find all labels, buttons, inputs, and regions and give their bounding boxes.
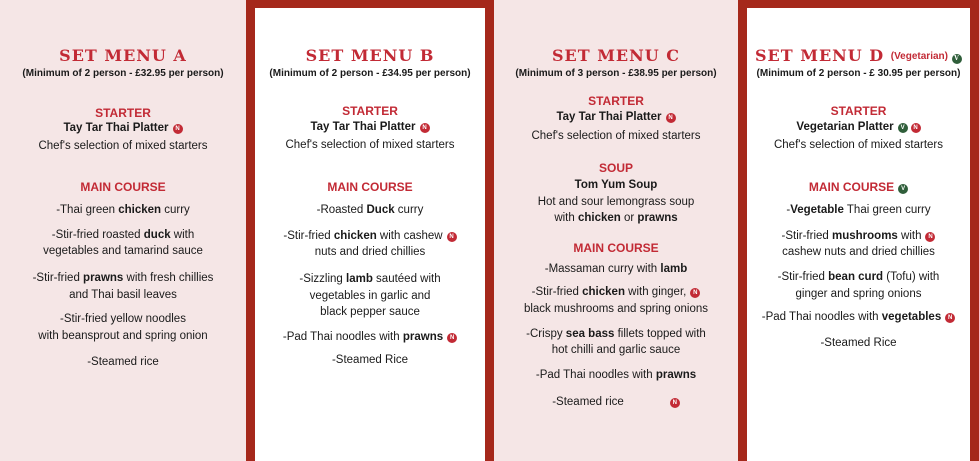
menu-title: SET MENU A [59, 46, 187, 65]
menu-line: -Steamed rice [87, 356, 159, 368]
main-course-heading: MAIN COURSE [327, 180, 413, 194]
starter-heading: STARTER [588, 94, 644, 108]
nuts-icon: N [911, 123, 921, 133]
menu-title: SET MENU B [305, 46, 435, 65]
menu-title: SET MENU C [551, 46, 680, 65]
soup-desc: Hot and sour lemongrass soup [537, 196, 695, 208]
menu-line: with beansprout and spring onion [38, 330, 208, 342]
menu-panel [747, 8, 970, 461]
menu-line: -Stir-fried prawns with fresh chillies [32, 272, 214, 284]
starter-heading: STARTER [342, 104, 398, 118]
nuts-icon: N [666, 113, 676, 123]
menu-line: black mushrooms and spring onions [523, 303, 709, 315]
starter-heading: STARTER [95, 106, 151, 120]
nuts-icon: N [447, 333, 457, 343]
nuts-icon: N [173, 124, 183, 134]
menu-line: -Pad Thai noodles with prawns N [255, 329, 485, 346]
soup-desc: with chicken or prawns [554, 212, 678, 224]
nuts-icon: N [925, 232, 935, 242]
starter-item: Vegetarian Platter V N [747, 119, 970, 136]
menu-line: -Massaman curry with lamb [544, 263, 688, 275]
starter-desc: Chef's selection of mixed starters [285, 139, 455, 151]
menu-line: vegetables and tamarind sauce [43, 245, 203, 257]
menu-line: -Stir-fried yellow noodles [60, 313, 186, 325]
nuts-icon: N [447, 232, 457, 242]
menu-line: nuts and dried chillies [314, 246, 426, 258]
menu-line: black pepper sauce [320, 306, 420, 318]
vegetarian-icon: V [898, 123, 908, 133]
menu-line: -Vegetable Thai green curry [786, 204, 931, 216]
menu-line: -Steamed rice N [494, 394, 738, 411]
menu-line: -Pad Thai noodles with prawns [535, 369, 697, 381]
menu-title: SET MENU D (Vegetarian) V [747, 46, 970, 65]
menu-line: vegetables in garlic and [309, 290, 431, 302]
set-menu-a [0, 0, 246, 461]
menu-line: -Sizzling lamb sautéed with [299, 273, 441, 285]
vegetarian-tag: (Vegetarian) [890, 51, 948, 62]
vegetarian-icon: V [898, 184, 908, 194]
menu-line: -Stir-fried roasted duck with [51, 229, 195, 241]
menu-line: cashew nuts and dried chillies [782, 246, 935, 258]
nuts-icon: N [690, 288, 700, 298]
soup-heading: SOUP [598, 161, 633, 175]
main-course-heading: MAIN COURSE [573, 241, 659, 255]
menu-line: -Stir-fried chicken with cashew N [255, 228, 485, 245]
set-menu-b [246, 0, 494, 461]
starter-item: Tay Tar Thai Platter N [494, 109, 738, 126]
main-course-heading: MAIN COURSE [80, 180, 166, 194]
menu-panel [255, 8, 485, 461]
menu-line: -Roasted Duck curry [316, 204, 424, 216]
menu-line: -Steamed Rice [331, 354, 409, 366]
menu-line: -Thai green chicken curry [56, 204, 190, 216]
vegetarian-icon: V [952, 54, 962, 64]
starter-desc: Chef's selection of mixed starters [38, 140, 208, 152]
soup-item: Tom Yum Soup [574, 179, 658, 191]
menu-line: and Thai basil leaves [69, 289, 177, 301]
starter-item: Tay Tar Thai Platter N [0, 120, 246, 137]
starter-heading: STARTER [830, 104, 887, 118]
menu-line: -Stir-fried chicken with ginger, N [494, 284, 738, 301]
menu-line: -Crispy sea bass fillets topped with [526, 328, 706, 340]
starter-desc: Chef's selection of mixed starters [773, 139, 943, 151]
set-menu-c [494, 0, 738, 461]
nuts-icon: N [670, 398, 680, 408]
starter-desc: Chef's selection of mixed starters [531, 130, 701, 142]
nuts-icon: N [945, 313, 955, 323]
menu-subtitle: (Minimum of 2 person - £34.95 per person) [269, 68, 471, 79]
set-menu-d [738, 0, 979, 461]
menu-subtitle: (Minimum of 2 person - £32.95 per person) [22, 68, 224, 79]
menu-line: -Stir-fried mushrooms with N [747, 228, 970, 245]
menu-line: -Pad Thai noodles with vegetables N [747, 309, 970, 326]
menu-subtitle: (Minimum of 3 person - £38.95 per person) [515, 68, 717, 79]
main-course-heading: MAIN COURSE V [747, 180, 970, 194]
menu-line: ginger and spring onions [795, 288, 922, 300]
menu-line: -Stir-fried bean curd (Tofu) with [777, 271, 940, 283]
menu-subtitle: (Minimum of 2 person - £ 30.95 per person) [756, 68, 961, 79]
starter-item: Tay Tar Thai Platter N [255, 119, 485, 136]
nuts-icon: N [420, 123, 430, 133]
menu-line: -Steamed Rice [820, 337, 897, 349]
menu-line: hot chilli and garlic sauce [551, 344, 681, 356]
